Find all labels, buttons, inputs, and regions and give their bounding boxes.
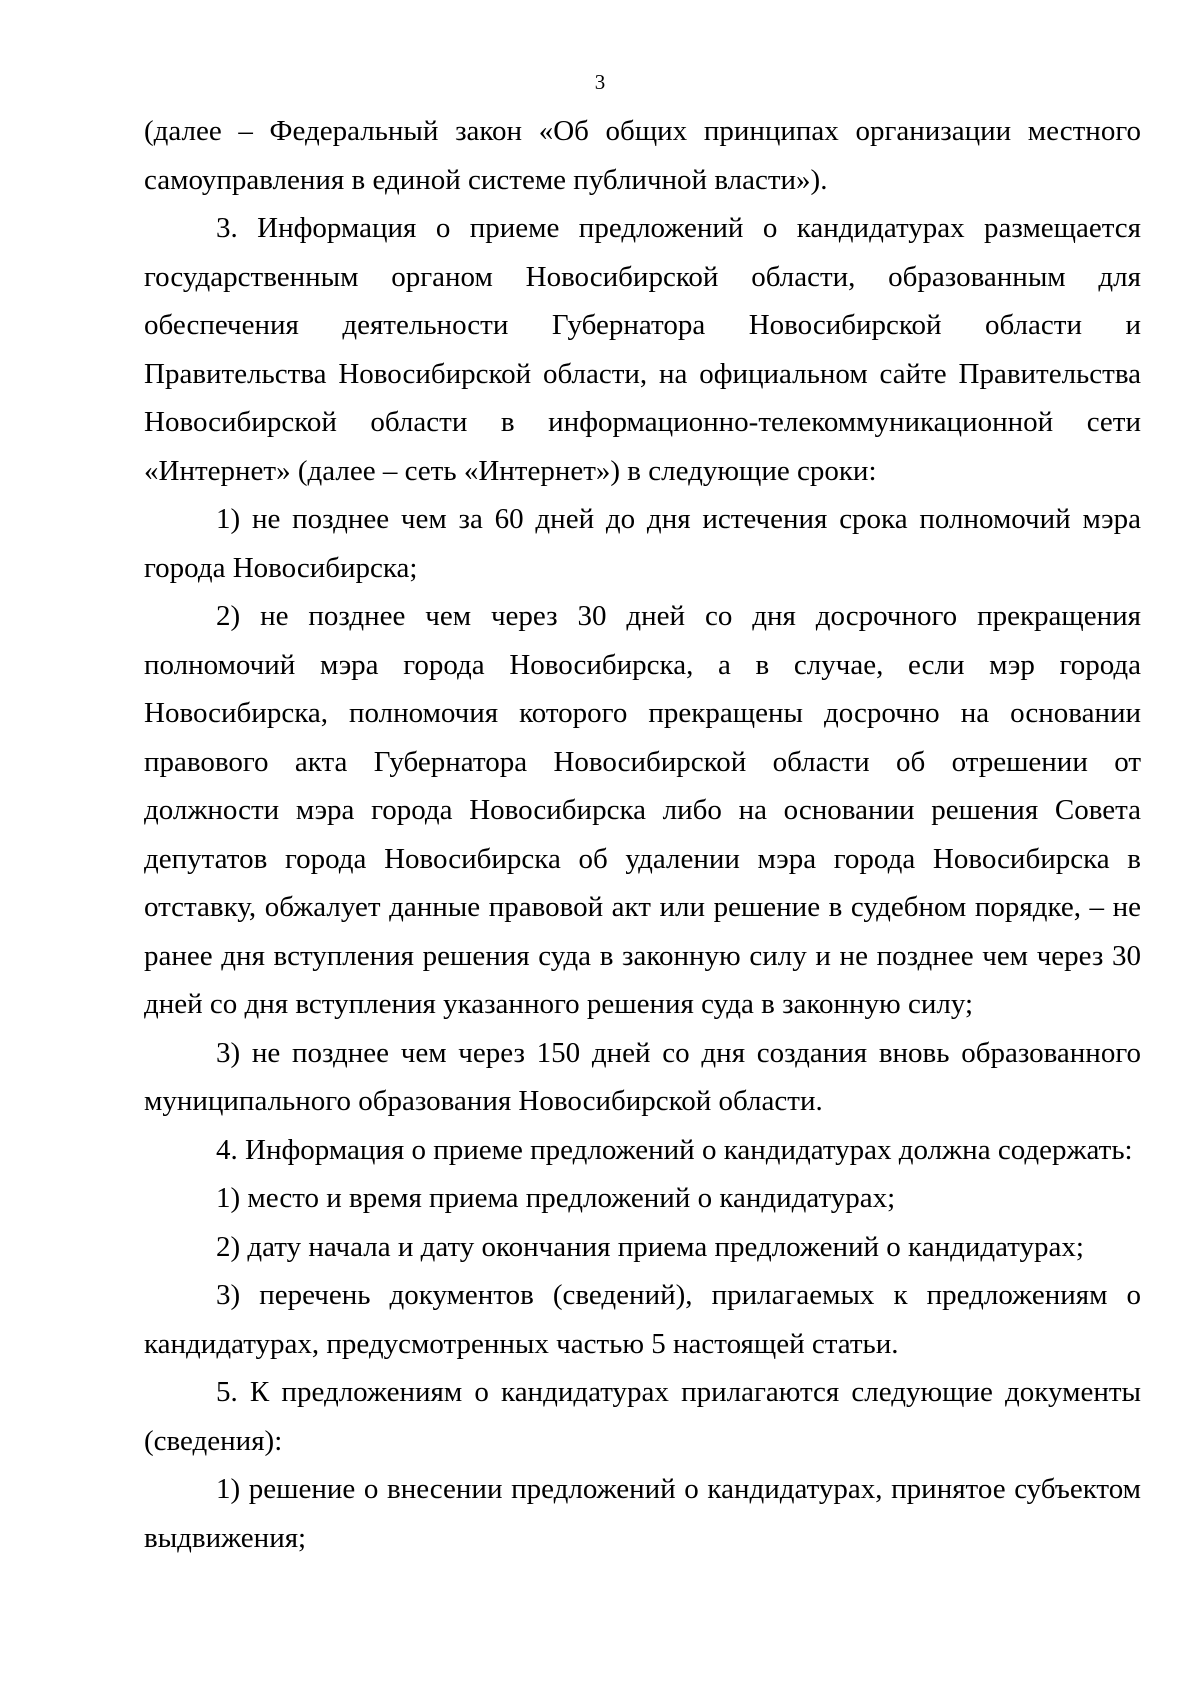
paragraph-item-3: 3. Информация о приеме предложений о кандидатурах размещается государственным органом Новосибирской области, образованным для обеспечения деятельности Губернатора Новосибирской области и Правительства Новосибирской области, на официальном сайте Правительства Новосибирской области в информационно-телекоммуникационной сети «Интернет» (далее – сеть «Интернет») в следующие сроки:: [144, 212, 1141, 487]
paragraph-item-3-1: 1) не позднее чем за 60 дней до дня истечения срока полномочий мэра города Новосибирска;: [144, 503, 1141, 584]
paragraph-item-4-3: 3) перечень документов (сведений), прилагаемых к предложениям о кандидатурах, предусмотренных частью 5 настоящей статьи.: [144, 1279, 1141, 1360]
paragraph-item-4: 4. Информация о приеме предложений о кандидатурах должна содержать:: [216, 1133, 1133, 1166]
paragraph-item-3-2: 2) не позднее чем через 30 дней со дня досрочного прекращения полномочий мэра города Новосибирска, а в случае, если мэр города Новосибирска, полномочия которого прекращены досрочно на основании правового акта Губернатора Новосибирской области об отрешении от должности мэра города Новосибирска либо на основании решения Совета депутатов города Новосибирска об удалении мэра города Новосибирска в отставку, обжалует данные правовой акт или решение в судебном порядке, – не ранее дня вступления решения суда в законную силу и не позднее чем через 30 дней со дня вступления указанного решения суда в законную силу;: [144, 600, 1141, 1020]
document-body: [144, 107, 1141, 1562]
paragraph-item-5: 5. К предложениям о кандидатурах прилагаются следующие документы (сведения):: [144, 1376, 1141, 1457]
paragraph-item-5-1: 1) решение о внесении предложений о кандидатурах, принятое субъектом выдвижения;: [144, 1473, 1141, 1554]
paragraph-item-3-3: 3) не позднее чем через 150 дней со дня создания вновь образованного муниципального образования Новосибирской области.: [144, 1036, 1141, 1117]
page-number: 3: [594, 70, 606, 94]
paragraph-item-4-2: 2) дату начала и дату окончания приема предложений о кандидатурах;: [216, 1230, 1084, 1263]
paragraph-item-4-1: 1) место и время приема предложений о кандидатурах;: [216, 1182, 896, 1214]
paragraph-continuation: (далее – Федеральный закон «Об общих принципах организации местного самоуправления в единой системе публичной власти»).: [144, 115, 1141, 196]
